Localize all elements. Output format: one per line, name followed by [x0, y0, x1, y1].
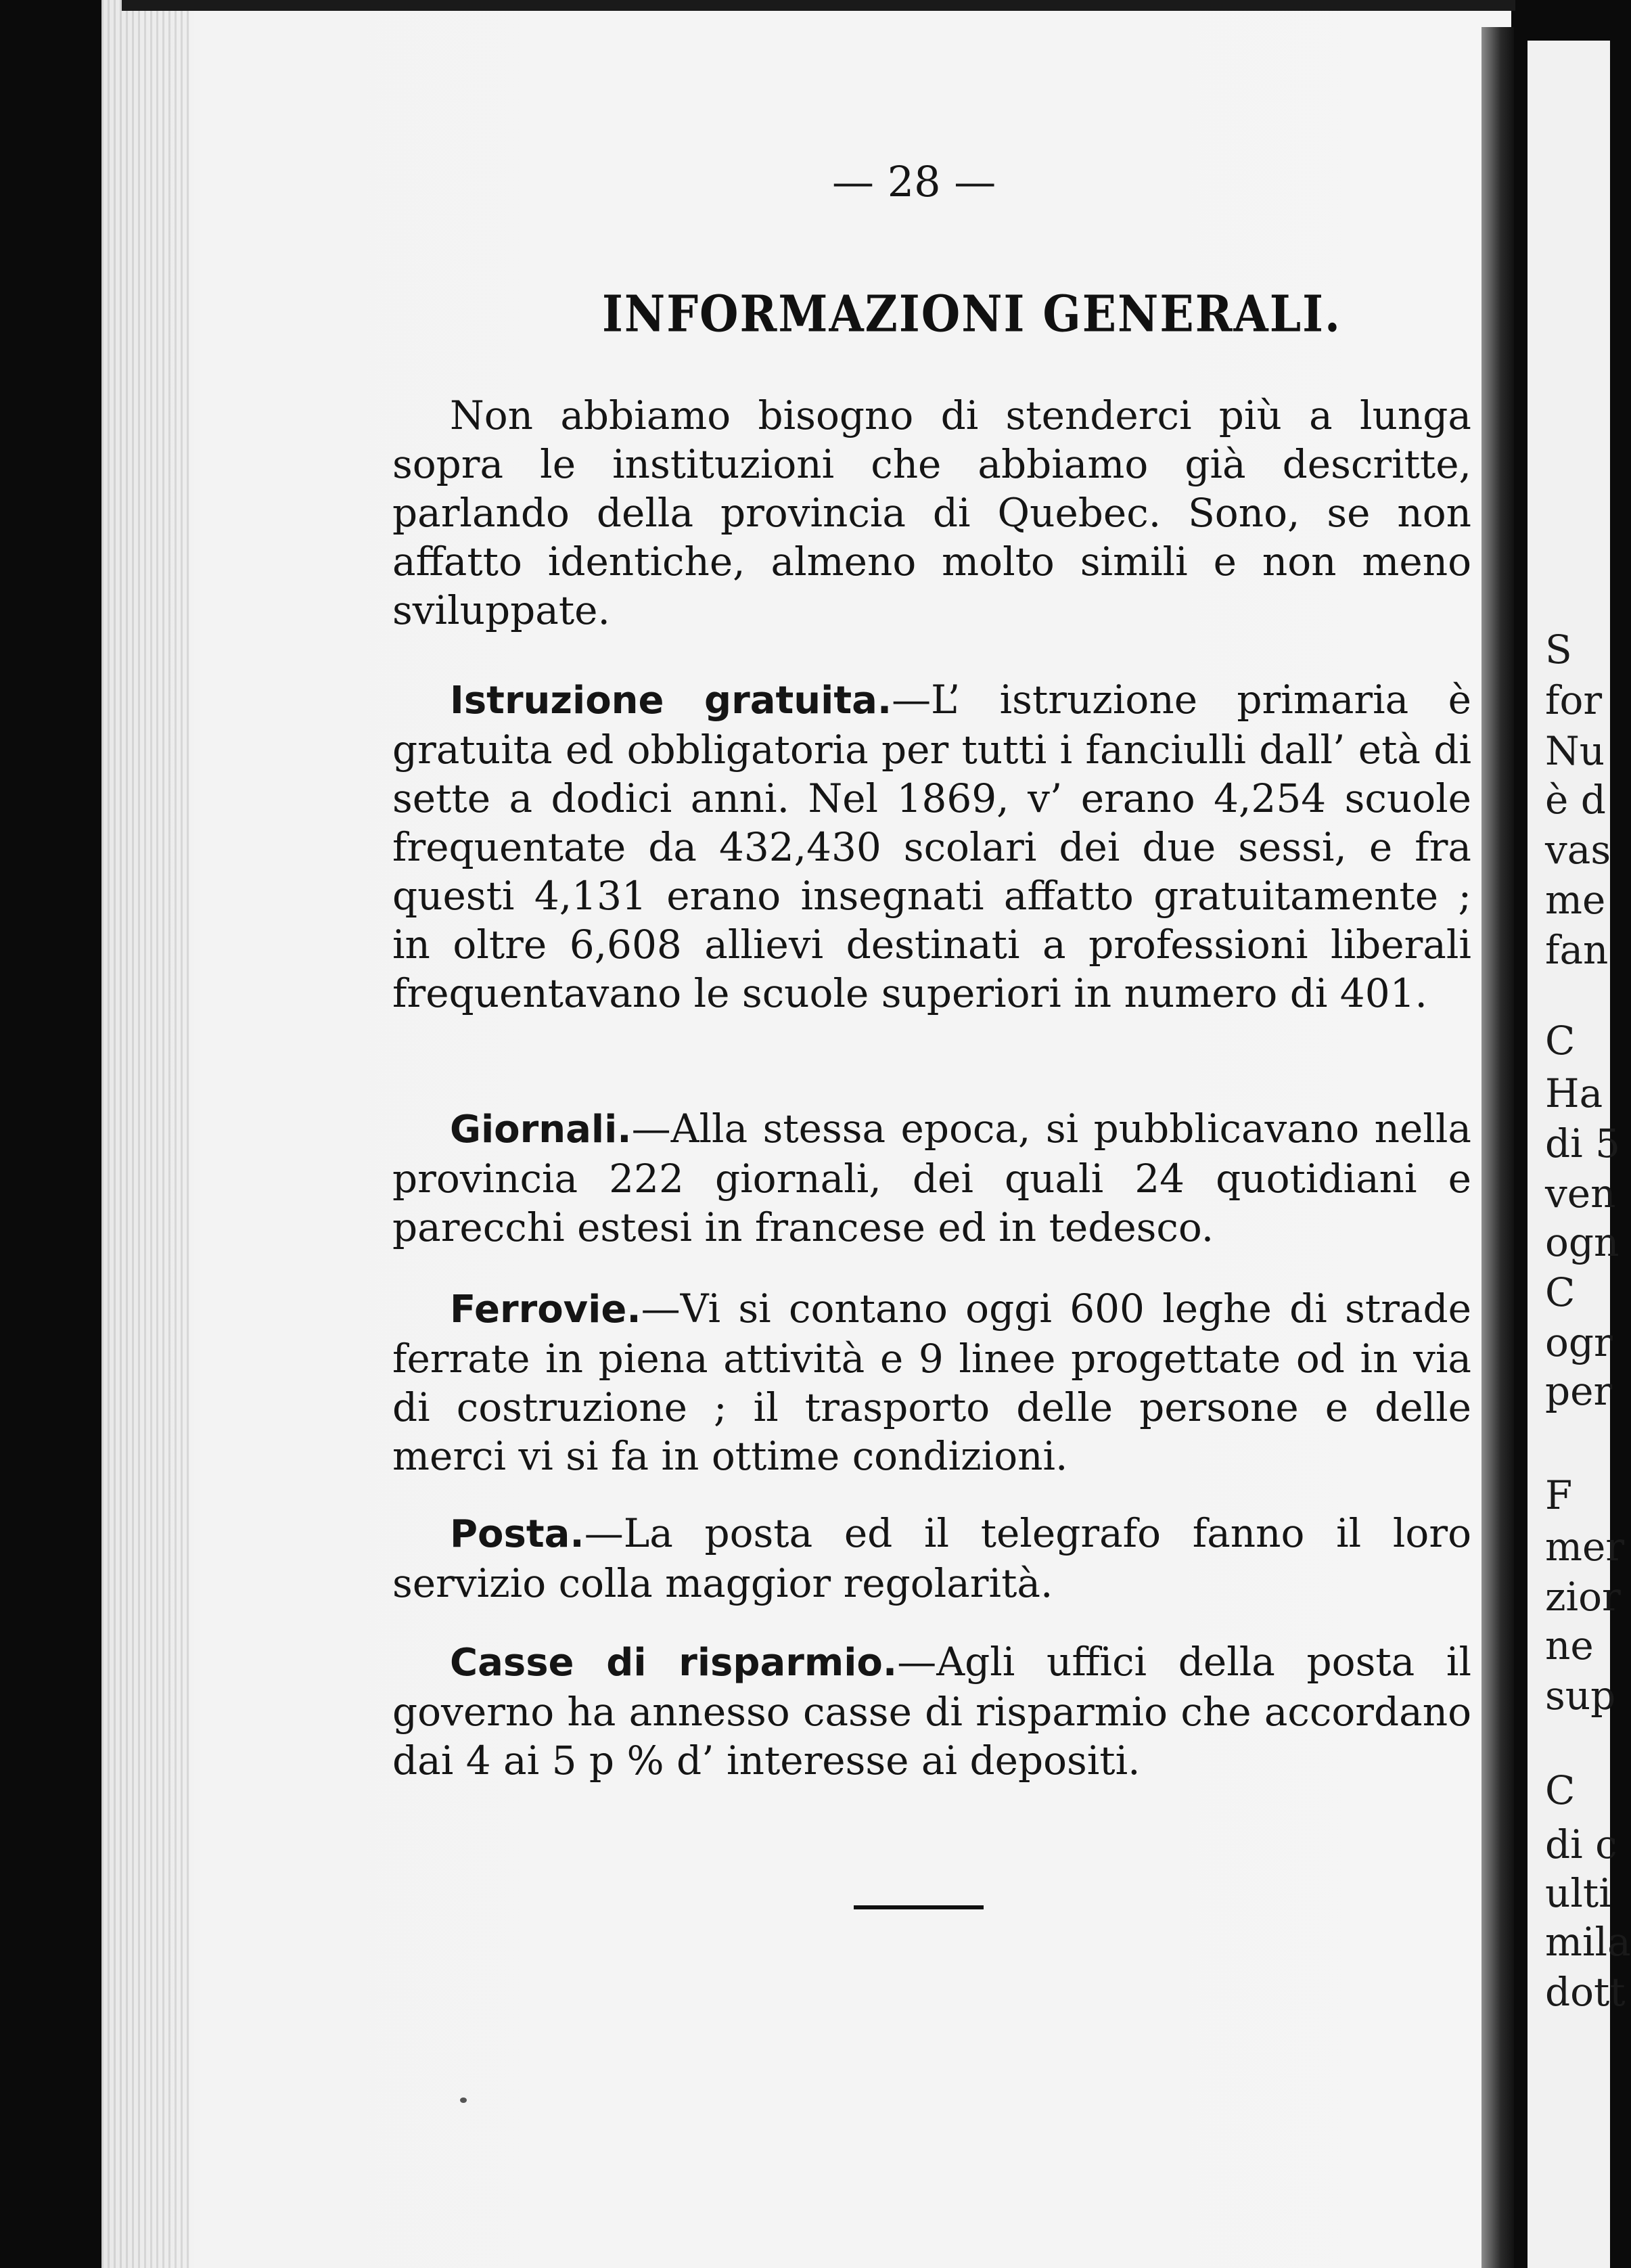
- paragraph-giornali: [392, 1104, 1471, 1252]
- next-page-line: C: [1545, 1018, 1576, 1064]
- next-page-line: for: [1545, 677, 1603, 723]
- next-page-line: ulti: [1545, 1870, 1611, 1916]
- paragraph-text: —Vi si contano oggi 600 leghe di strade ferrate in piena attività e 9 linee progettate od in via di costruzione ; il trasporto delle persone e delle merci vi si fa in ottime condizioni.: [392, 1286, 1471, 1479]
- paragraph-text: Non abbiamo bisogno di stenderci più a lunga sopra le instituzioni che abbiamo già descritte, parlando della provincia di Quebec. Sono, se non affatto identiche, almeno molto simili e non meno sviluppate.: [392, 392, 1471, 633]
- next-page-line: di 5: [1545, 1120, 1621, 1166]
- next-page-line: C: [1545, 1767, 1576, 1813]
- paragraph-ferrovie: [392, 1284, 1471, 1480]
- paragraph-text: —Agli uffici della posta il governo ha annesso casse di risparmio che accordano dai 4 ai 5 p % d’ interesse ai depositi.: [392, 1639, 1472, 1784]
- next-page-line: mila: [1545, 1919, 1631, 1965]
- next-page-line: ven: [1545, 1171, 1616, 1217]
- paragraph-heading: Casse di risparmio.: [450, 1641, 898, 1685]
- page-number: — 28 —: [832, 157, 996, 206]
- next-page-line: dott: [1545, 1969, 1626, 2015]
- section-end-rule: [854, 1905, 984, 1909]
- book-gutter: [1481, 27, 1514, 2268]
- paragraph-casse: [392, 1637, 1471, 1785]
- paper-speck: [460, 2097, 467, 2103]
- next-page-line: sup: [1545, 1673, 1616, 1719]
- paragraph-heading: Ferrovie.: [450, 1288, 641, 1332]
- page-top-edge: [122, 0, 1515, 11]
- next-page-line: Ha: [1545, 1070, 1603, 1116]
- next-page-line: è d: [1545, 777, 1606, 823]
- next-page-line: ogn: [1545, 1219, 1619, 1265]
- next-page-line: me: [1545, 877, 1606, 923]
- paragraph-istruzione: [392, 675, 1471, 1018]
- next-page-edge: [1527, 41, 1631, 2268]
- next-page-line: S: [1545, 627, 1572, 673]
- next-page-line: F: [1545, 1472, 1573, 1518]
- next-page-line: per: [1545, 1368, 1613, 1414]
- next-page-line: Nu: [1545, 728, 1605, 774]
- next-page-line: ogr: [1545, 1319, 1613, 1365]
- page-stack-edges: [101, 0, 189, 2268]
- paragraph-posta: [392, 1509, 1471, 1608]
- paragraph-heading: Istruzione gratuita.: [450, 679, 892, 723]
- paragraph-text: —L’ istruzione primaria è gratuita ed obbligatoria per tutti i fanciulli dall’ età di sette a dodici anni. Nel 1869, v’ erano 4,254 scuole frequentate da 432,430 scolari dei due sessi, e fra questi 4,131 erano insegnati affatto gratuitamente ; in oltre 6,608 allievi destinati a professioni liberali frequentavano le scuole superiori in numero di 401.: [392, 677, 1471, 1016]
- next-page-line: mer: [1545, 1524, 1625, 1570]
- paragraph-heading: Giornali.: [450, 1108, 632, 1152]
- next-page-line: fan: [1545, 927, 1609, 973]
- next-page-line: C: [1545, 1269, 1576, 1315]
- next-page-line: vas: [1545, 827, 1611, 873]
- paragraph-intro: [392, 391, 1471, 635]
- section-title: INFORMAZIONI GENERALI.: [602, 284, 1342, 344]
- paragraph-text: —Alla stessa epoca, si pubblicavano nella provincia 222 giornali, dei quali 24 quotidiani e parecchi estesi in francese ed in tedesco.: [392, 1106, 1471, 1250]
- next-page-line: di c: [1545, 1821, 1617, 1867]
- paragraph-heading: Posta.: [450, 1512, 584, 1556]
- paragraph-text: —La posta ed il telegrafo fanno il loro servizio colla maggior regolarità.: [392, 1510, 1471, 1606]
- next-page-line: zior: [1545, 1574, 1621, 1620]
- next-page-line: ne: [1545, 1623, 1594, 1669]
